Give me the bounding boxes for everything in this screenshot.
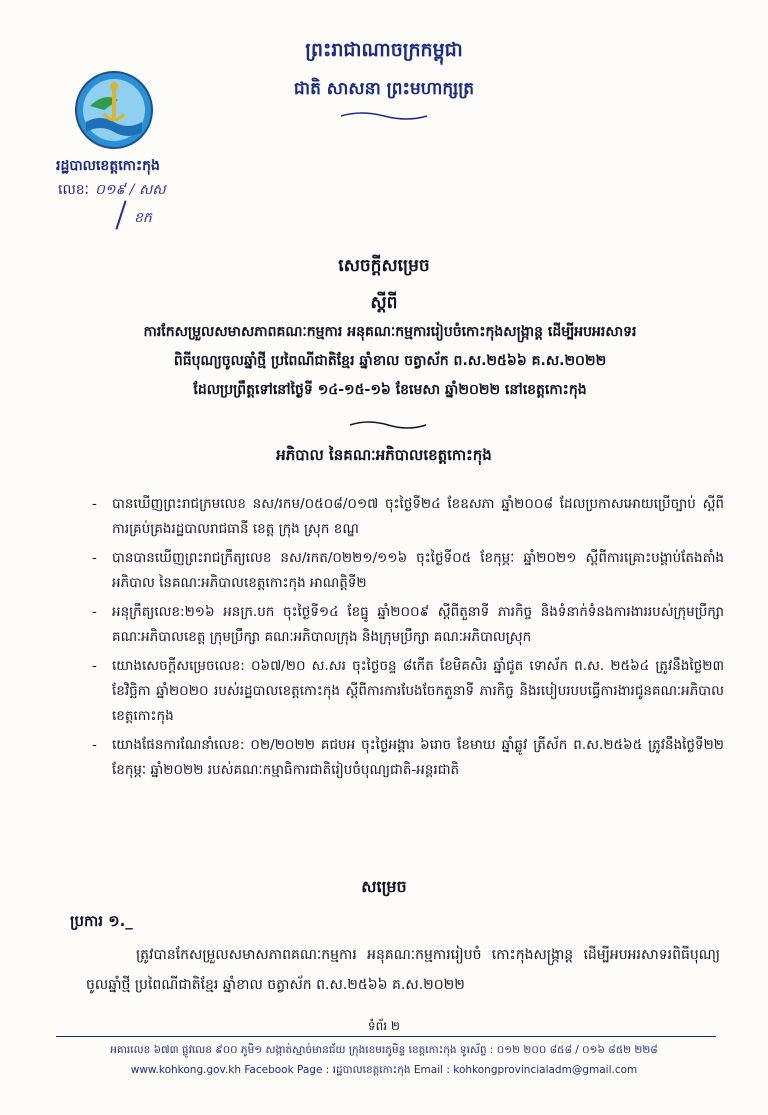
document-subject [60, 318, 720, 405]
list-item: - អនុក្រឹត្យលេខ:២១៦ អនក្រ.បក ចុះថ្ងៃទី១៤ ខែធ្នូ ឆ្នាំ២០០៩ ស្តីពីតួនាទី ភារកិច្ច និងទំនាក់ទំនងការងាររបស់ក្រុមប្រឹក្សា គណៈអភិបាលខេត្ត ក្រុមប្រឹក្សា គណៈអភិបាលក្រុង និងក្រុមប្រឹក្សា គណៈអភិបាលស្រុក [112, 600, 724, 650]
footer-divider [56, 1036, 716, 1037]
article-text: ត្រូវបានកែសម្រួលសមាសភាពគណៈកម្មការ អនុគណៈកម្មការរៀបចំ កោះកុងសង្ក្រាន្ត ដើម្បីអបអរសាទរពិធីបុណ្យចូលឆ្នាំថ្មី ប្រពៃណីជាតិខ្មែរ ឆ្នាំខាល ចត្វាស័ក ព.ស.២៥៦៦ គ.ស.២០២២ [86, 947, 720, 993]
reference-label: លេខៈ [58, 182, 89, 198]
national-motto: ជាតិ សាសនា ព្រះមហាក្សត្រ [293, 79, 475, 99]
list-item: - បានបានឃើញព្រះរាជក្រឹត្យលេខ នស/រកត/០២២១/១១៦ ចុះថ្ងៃទី០៥ ខែកុម្ភៈ ឆ្នាំ២០២១ ស្តីពីការគ្រោះបង្គាប់តែងតាំងអភិបាល នៃគណៈអភិបាលខេត្តកោះកុង អាណត្តិទី២ [112, 546, 724, 596]
document-type: សេចក្តីសម្រេច [338, 256, 430, 276]
document-about: ស្តីពី [370, 293, 398, 313]
document-title [0, 255, 768, 317]
list-item: - យោងសេចក្តីសម្រេចលេខ: ០៦៧/២០ ស.សរ ចុះថ្ងៃចន្ទ ៨កើត ខែមិគសិរ ឆ្នាំជូត ទោស័ក ព.ស. ២៥៦៤ ត្រូវនឹងថ្ងៃ២៣ ខែវិច្ឆិកា ឆ្នាំ២០២០ របស់រដ្ឋបាលខេត្តកោះកុង ស្តីពីការការបែងចែកតួនាទី ភារកិច្ច និងរបៀបរបបធ្វើការងារជូនគណៈអភិបាលខេត្តកោះកុង [112, 654, 724, 729]
legal-basis-list [112, 492, 724, 787]
governor-heading: អភិបាល នៃគណៈអភិបាលខេត្តកោះកុង [276, 446, 492, 464]
reference-slash [115, 200, 126, 229]
decision-heading: សម្រេច [361, 877, 407, 896]
footer-contact: www.kohkong.gov.kh Facebook Page : រដ្ឋបាលខេត្តកោះកុង Email : kohkongprovincialadm@gmail.com [130, 1064, 638, 1076]
flourish-ornament [348, 420, 428, 430]
reference-value: ០១៩ / សស [94, 182, 166, 198]
list-item: - បានឃើញព្រះរាជក្រមលេខ នស/រកម/០៥០៨/០១៧ ចុះថ្ងៃទី២៤ ខែឧសភា ឆ្នាំ២០០៨ ដែលប្រកាសអោយប្រើច្បាប់ ស្តីពីការគ្រប់គ្រងរដ្ឋបាលរាជធានី ខេត្ត ក្រុង ស្រុក ខណ្ឌ [112, 492, 724, 542]
subject-line: ដែលប្រព្រឹត្តទៅនៅថ្ងៃទី ១៤-១៥-១៦ ខែមេសា ឆ្នាំ២០២២ នៅខេត្តកោះកុង [193, 382, 587, 398]
article-label: ប្រការ ១._ [70, 912, 133, 930]
subject-line: ការកែសម្រួលសមាសភាពគណៈកម្មការ អនុគណៈកម្មការរៀបចំកោះកុងសង្ក្រាន្ត ដើម្បីអបអរសាទរ [143, 324, 637, 340]
kingdom-name: ព្រះរាជាណាចក្រកម្ពុជា [305, 39, 463, 61]
reference-suffix: ខក [134, 210, 152, 226]
reference-number [58, 180, 166, 201]
provincial-seal-logo [74, 70, 154, 150]
subject-line: ពិធីបុណ្យចូលឆ្នាំថ្មី ប្រពៃណីជាតិខ្មែរ ឆ្នាំខាល ចត្វាស័ក ព.ស.២៥៦៦ គ.ស.២០២២ [173, 353, 607, 369]
flourish-ornament [339, 111, 429, 121]
page-indicator: ទំព័រ ២ [368, 1019, 400, 1033]
footer-address: អគារលេខ ៦៧៣ ផ្លូវលេខ ៩០០ ភូមិ១ សង្កាត់ស្មាច់មានជ័យ ក្រុងខេមរភូមិន្ទ ខេត្តកោះកុង ទូរស័ព្ទ : ០១២ ២០០ ៨៥៨ / ០១៦ ៨៥២ ២២៨ [110, 1044, 658, 1056]
issuing-authority: រដ្ឋបាលខេត្តកោះកុង [56, 158, 160, 174]
list-item: - យោងផែនការណែនាំលេខ: ០២/២០២២ គជបអ ចុះថ្ងៃអង្គារ ៦រោច ខែមាឃ ឆ្នាំឆ្លូវ ត្រីស័ក ព.ស.២៥៦៥ ត្រូវនឹងថ្ងៃទី២២ ខែកុម្ភៈ ឆ្នាំ២០២២ របស់គណៈកម្មាធិការជាតិរៀបចំបុណ្យជាតិ-អន្តរជាតិ [112, 733, 724, 783]
